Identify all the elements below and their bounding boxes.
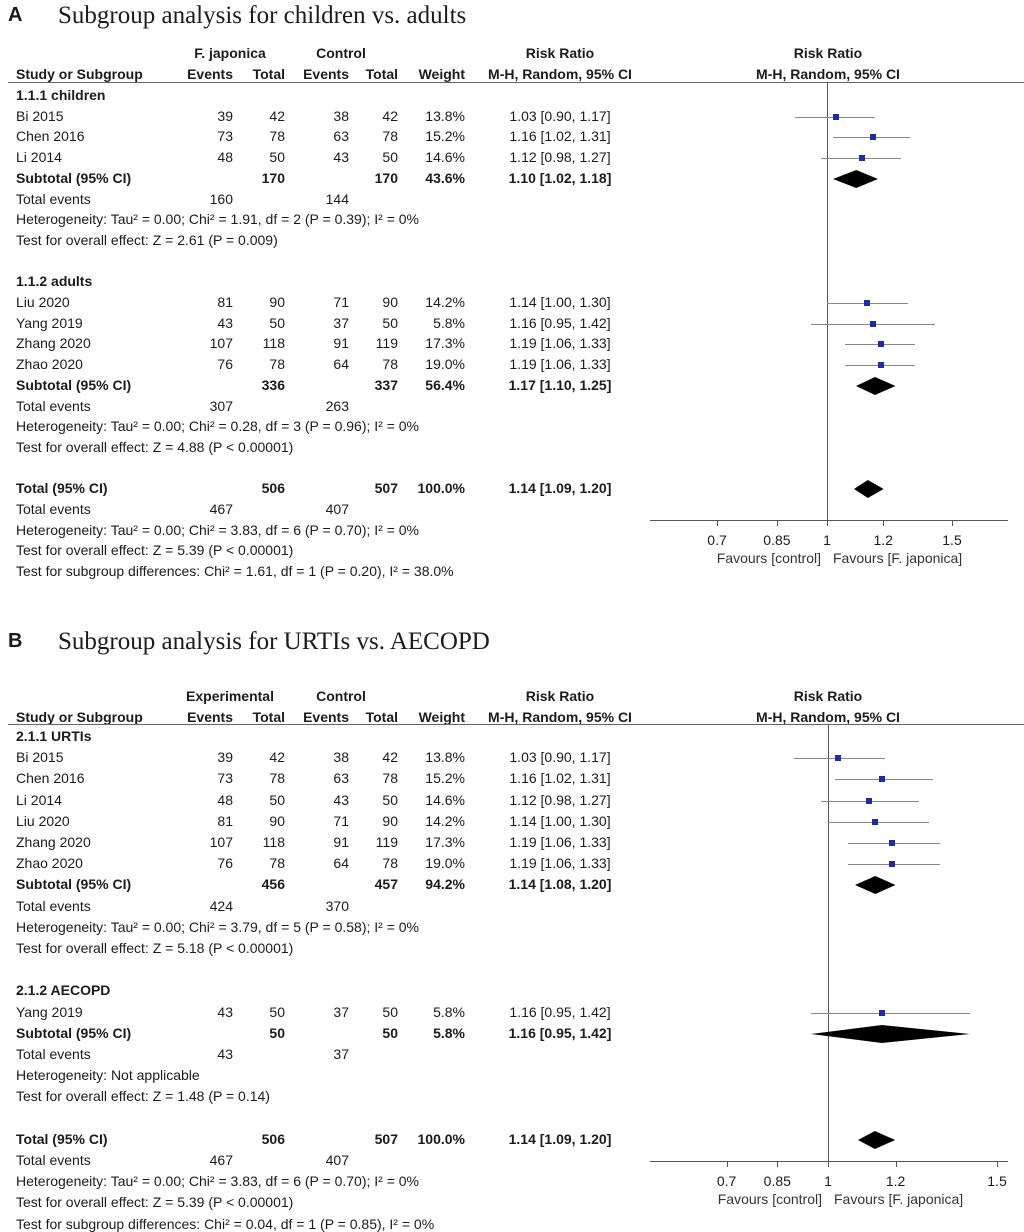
- panel-title: Subgroup analysis for URTIs vs. AECOPD: [58, 628, 490, 655]
- total-group2: 50: [382, 149, 398, 166]
- total-group2: 78: [382, 770, 398, 787]
- diamond-shape: [856, 377, 895, 395]
- statistics-text: Heterogeneity: Tau² = 0.00; Chi² = 1.91, df = 2 (P = 0.39); I² = 0%: [16, 211, 419, 228]
- events-group1: 73: [217, 770, 233, 787]
- confidence-interval-line: [811, 1013, 970, 1014]
- total-group2: 90: [382, 812, 398, 829]
- x-tick-label: 1.5: [942, 532, 962, 548]
- risk-ratio-value: 1.16 [1.02, 1.31]: [509, 770, 611, 787]
- group1-header: F. japonica: [194, 45, 266, 61]
- subgroup-heading: 2.1.1 URTIs: [16, 728, 92, 744]
- study-name: Liu 2020: [16, 294, 70, 310]
- total-group1: 506: [261, 480, 285, 497]
- point-estimate-marker: [889, 840, 895, 846]
- total-group1: 50: [269, 1024, 285, 1041]
- point-estimate-marker: [878, 362, 884, 368]
- events-group2: 43: [333, 791, 349, 808]
- total-group1: 78: [269, 770, 285, 787]
- weight-value: 14.2%: [425, 294, 465, 310]
- x-tick: [828, 1161, 829, 1167]
- total-events-label: Total events: [16, 501, 91, 517]
- total-events-group1: 424: [209, 897, 233, 914]
- statistics-text: Heterogeneity: Tau² = 0.00; Chi² = 0.28, df = 3 (P = 0.96); I² = 0%: [16, 418, 419, 435]
- risk-ratio-value: 1.16 [0.95, 1.42]: [509, 1003, 611, 1020]
- statistics-text: Test for subgroup differences: Chi² = 1.61, df = 1 (P = 0.20), I² = 38.0%: [16, 563, 454, 580]
- total-events-group2: 407: [325, 1152, 349, 1168]
- total-group1: 506: [261, 1130, 285, 1147]
- risk-ratio-header: Risk Ratio: [525, 688, 595, 704]
- x-tick: [777, 1161, 778, 1167]
- statistics-text: Test for overall effect: Z = 5.39 (P < 0.00001): [16, 542, 294, 559]
- events-group2: 63: [333, 128, 349, 145]
- statistics-text: Test for overall effect: Z = 4.88 (P < 0.00001): [16, 438, 294, 455]
- risk-ratio-value: 1.17 [1.10, 1.25]: [508, 376, 612, 393]
- diamond-shape: [854, 480, 884, 498]
- events-group2: 63: [333, 770, 349, 787]
- total-group2: 337: [374, 376, 398, 393]
- total-events-label: Total events: [16, 1046, 91, 1062]
- total-group2: 50: [382, 1024, 398, 1041]
- weight-value: 13.8%: [425, 107, 465, 124]
- pooled-estimate-diamond: [854, 480, 884, 498]
- risk-ratio-value: 1.14 [1.08, 1.20]: [508, 876, 612, 893]
- pooled-estimate-diamond: [858, 1131, 895, 1149]
- risk-ratio-value: 1.12 [0.98, 1.27]: [509, 149, 611, 166]
- total-group1: 170: [261, 169, 285, 186]
- total-header-1: Total: [252, 709, 285, 725]
- subtotal-label: Total (95% CI): [16, 1130, 108, 1147]
- weight-value: 19.0%: [425, 855, 465, 872]
- x-tick: [777, 520, 778, 526]
- forest-plot-panel-b: [0, 620, 1024, 1232]
- weight-value: 15.2%: [425, 770, 465, 787]
- total-events-label: Total events: [16, 397, 91, 414]
- total-group2: 457: [374, 876, 398, 893]
- events-group2: 43: [333, 149, 349, 166]
- diamond-shape: [811, 1025, 970, 1043]
- total-group1: 50: [269, 1003, 285, 1020]
- risk-ratio-value: 1.16 [1.02, 1.31]: [509, 128, 611, 145]
- total-events-group2: 37: [333, 1046, 349, 1062]
- study-name: Li 2014: [16, 149, 62, 166]
- study-name: Li 2014: [16, 791, 62, 808]
- x-tick-label: 0.85: [763, 1173, 791, 1189]
- x-tick-label: 0.7: [716, 1173, 737, 1189]
- events-group1: 76: [217, 855, 233, 872]
- total-events-group1: 467: [209, 501, 233, 517]
- subtotal-label: Subtotal (95% CI): [16, 169, 132, 186]
- x-tick: [952, 520, 953, 526]
- events-group2: 91: [333, 335, 349, 352]
- risk-ratio-value: 1.12 [0.98, 1.27]: [509, 791, 611, 808]
- events-group2: 91: [333, 834, 349, 850]
- total-events-group2: 407: [325, 501, 349, 517]
- events-group1: 39: [217, 107, 233, 124]
- total-group1: 336: [261, 376, 285, 393]
- events-group2: 71: [333, 812, 349, 829]
- total-group2: 78: [382, 855, 398, 872]
- x-tick-label: 1: [823, 532, 831, 548]
- subgroup-heading: 1.1.2 adults: [16, 273, 93, 290]
- point-estimate-marker: [870, 134, 876, 140]
- statistics-text: Heterogeneity: Tau² = 0.00; Chi² = 3.83, df = 6 (P = 0.70); I² = 0%: [16, 521, 419, 538]
- group1-header: Experimental: [186, 688, 274, 704]
- events-header-1: Events: [187, 709, 233, 725]
- total-events-group2: 144: [325, 190, 349, 207]
- weight-value: 5.8%: [433, 1003, 465, 1020]
- events-group1: 48: [217, 791, 233, 808]
- subtotal-label: Subtotal (95% CI): [16, 1024, 132, 1041]
- pooled-estimate-diamond: [811, 1025, 970, 1043]
- study-name: Bi 2015: [16, 107, 64, 124]
- subgroup-heading: 1.1.1 children: [16, 87, 106, 103]
- x-tick: [727, 1161, 728, 1167]
- risk-ratio-method-header: M-H, Random, 95% CI: [488, 709, 632, 725]
- total-events-group1: 160: [209, 190, 233, 207]
- weight-value: 100.0%: [417, 480, 465, 497]
- confidence-interval-line: [828, 822, 929, 823]
- diamond-shape: [858, 1131, 895, 1149]
- risk-ratio-value: 1.16 [0.95, 1.42]: [508, 1024, 612, 1041]
- events-group1: 81: [217, 812, 233, 829]
- study-name: Bi 2015: [16, 749, 64, 766]
- reference-line: [827, 82, 828, 520]
- weight-value: 17.3%: [425, 834, 465, 850]
- weight-value: 5.8%: [433, 1024, 465, 1041]
- study-name: Chen 2016: [16, 128, 85, 145]
- study-name: Zhang 2020: [16, 335, 91, 352]
- point-estimate-marker: [866, 798, 872, 804]
- total-events-group1: 307: [209, 397, 233, 414]
- study-name: Yang 2019: [16, 314, 83, 331]
- total-group2: 507: [374, 480, 398, 497]
- events-group1: 73: [217, 128, 233, 145]
- favours-treatment-label: Favours [F. japonica]: [833, 550, 963, 566]
- risk-ratio-value: 1.14 [1.00, 1.30]: [509, 294, 611, 310]
- total-group2: 42: [382, 749, 398, 766]
- weight-value: 19.0%: [425, 356, 465, 373]
- events-group2: 38: [333, 107, 349, 124]
- weight-value: 100.0%: [417, 1130, 465, 1147]
- total-group1: 78: [269, 128, 285, 145]
- statistics-text: Test for overall effect: Z = 5.18 (P < 0.00001): [16, 940, 294, 956]
- total-header-2: Total: [365, 709, 398, 725]
- events-group2: 64: [333, 855, 349, 872]
- subgroup-heading: 2.1.2 AECOPD: [16, 982, 111, 999]
- total-group1: 42: [269, 749, 285, 766]
- events-group1: 48: [217, 149, 233, 166]
- total-group2: 50: [382, 314, 398, 331]
- x-tick: [896, 1161, 897, 1167]
- pooled-estimate-diamond: [833, 170, 878, 188]
- study-name: Yang 2019: [16, 1003, 83, 1020]
- weight-value: 94.2%: [425, 876, 465, 893]
- total-group2: 78: [382, 128, 398, 145]
- weight-value: 17.3%: [425, 335, 465, 352]
- point-estimate-marker: [878, 341, 884, 347]
- x-tick: [883, 520, 884, 526]
- favours-control-label: Favours [control]: [716, 550, 821, 566]
- statistics-text: Heterogeneity: Tau² = 0.00; Chi² = 3.83, df = 6 (P = 0.70); I² = 0%: [16, 1173, 419, 1190]
- total-events-group2: 370: [325, 897, 349, 914]
- point-estimate-marker: [889, 861, 895, 867]
- events-group2: 64: [333, 356, 349, 373]
- weight-value: 14.6%: [425, 149, 465, 166]
- point-estimate-marker: [833, 114, 839, 120]
- total-events-label: Total events: [16, 1152, 91, 1168]
- events-group2: 71: [333, 294, 349, 310]
- events-group1: 107: [209, 834, 233, 850]
- risk-ratio-value: 1.14 [1.00, 1.30]: [509, 812, 611, 829]
- risk-ratio-value: 1.14 [1.09, 1.20]: [508, 480, 612, 497]
- x-tick-label: 1.2: [885, 1173, 906, 1189]
- total-group1: 90: [269, 294, 285, 310]
- header-rule: [8, 724, 1024, 725]
- diamond-shape: [855, 876, 896, 894]
- statistics-text: Test for overall effect: Z = 2.61 (P = 0.009): [16, 231, 278, 248]
- point-estimate-marker: [864, 300, 870, 306]
- panel-title: Subgroup analysis for children vs. adults: [58, 2, 467, 29]
- total-group2: 119: [375, 834, 398, 850]
- total-group2: 170: [374, 169, 398, 186]
- x-tick-label: 1: [824, 1173, 832, 1189]
- x-tick: [827, 520, 828, 526]
- point-estimate-marker: [872, 819, 878, 825]
- study-name: Zhao 2020: [16, 356, 83, 373]
- statistics-text: Heterogeneity: Tau² = 0.00; Chi² = 3.79, df = 5 (P = 0.58); I² = 0%: [16, 918, 419, 935]
- group2-header: Control: [316, 688, 366, 704]
- total-group2: 42: [382, 107, 398, 124]
- total-group2: 90: [382, 294, 398, 310]
- risk-ratio-value: 1.14 [1.09, 1.20]: [508, 1130, 612, 1147]
- total-group1: 118: [262, 335, 285, 352]
- pooled-estimate-diamond: [856, 377, 895, 395]
- risk-ratio-value: 1.19 [1.06, 1.33]: [509, 356, 611, 373]
- events-group1: 81: [217, 294, 233, 310]
- x-tick-label: 1.5: [987, 1173, 1007, 1189]
- total-group1: 90: [269, 812, 285, 829]
- total-group1: 50: [269, 314, 285, 331]
- total-events-label: Total events: [16, 897, 91, 914]
- weight-value: 56.4%: [425, 376, 465, 393]
- risk-ratio-value: 1.19 [1.06, 1.33]: [509, 855, 611, 872]
- panel-letter: B: [8, 630, 23, 652]
- study-column-header: Study or Subgroup: [16, 66, 143, 82]
- statistics-text: Heterogeneity: Not applicable: [16, 1067, 200, 1084]
- statistics-text: Test for overall effect: Z = 5.39 (P < 0.00001): [16, 1194, 294, 1211]
- total-events-group1: 467: [209, 1152, 233, 1168]
- plot-method-header: M-H, Random, 95% CI: [756, 709, 900, 725]
- x-axis: [650, 520, 1008, 521]
- plot-method-header: M-H, Random, 95% CI: [756, 66, 900, 82]
- subtotal-label: Subtotal (95% CI): [16, 876, 132, 893]
- total-group1: 42: [269, 107, 285, 124]
- x-tick-label: 1.2: [873, 532, 893, 548]
- weight-value: 43.6%: [425, 169, 465, 186]
- total-events-label: Total events: [16, 190, 91, 207]
- weight-header: Weight: [418, 66, 465, 82]
- study-name: Zhang 2020: [16, 834, 91, 850]
- total-group1: 456: [261, 876, 285, 893]
- point-estimate-marker: [879, 776, 885, 782]
- point-estimate-marker: [859, 155, 865, 161]
- study-name: Liu 2020: [16, 812, 70, 829]
- header-rule: [8, 82, 1024, 83]
- weight-value: 15.2%: [425, 128, 465, 145]
- x-tick-label: 0.7: [707, 532, 727, 548]
- total-group1: 50: [269, 149, 285, 166]
- total-group2: 50: [382, 1003, 398, 1020]
- events-header-2: Events: [303, 66, 349, 82]
- events-group2: 37: [333, 1003, 349, 1020]
- events-header-2: Events: [303, 709, 349, 725]
- point-estimate-marker: [870, 321, 876, 327]
- events-group1: 107: [209, 335, 233, 352]
- events-group1: 39: [217, 749, 233, 766]
- statistics-text: Test for overall effect: Z = 1.48 (P = 0.14): [16, 1088, 270, 1105]
- total-events-group1: 43: [217, 1046, 233, 1062]
- risk-ratio-value: 1.10 [1.02, 1.18]: [508, 169, 612, 186]
- study-column-header: Study or Subgroup: [16, 709, 143, 725]
- study-name: Zhao 2020: [16, 855, 83, 872]
- statistics-text: Test for subgroup differences: Chi² = 0.04, df = 1 (P = 0.85), I² = 0%: [16, 1215, 435, 1232]
- subtotal-label: Subtotal (95% CI): [16, 376, 132, 393]
- total-events-group2: 263: [325, 397, 349, 414]
- total-header-1: Total: [252, 66, 285, 82]
- risk-ratio-header: Risk Ratio: [525, 45, 595, 61]
- study-name: Chen 2016: [16, 770, 85, 787]
- total-group2: 119: [375, 335, 398, 352]
- risk-ratio-value: 1.19 [1.06, 1.33]: [509, 335, 611, 352]
- total-group2: 50: [382, 791, 398, 808]
- x-tick: [997, 1161, 998, 1167]
- forest-plot-panel-a: [0, 0, 1024, 590]
- weight-header: Weight: [418, 709, 465, 725]
- risk-ratio-value: 1.16 [0.95, 1.42]: [509, 314, 611, 331]
- subtotal-label: Total (95% CI): [16, 480, 108, 497]
- total-group2: 78: [382, 356, 398, 373]
- total-group1: 78: [269, 356, 285, 373]
- events-group1: 43: [217, 314, 233, 331]
- risk-ratio-value: 1.03 [0.90, 1.17]: [509, 107, 611, 124]
- total-group1: 118: [262, 834, 285, 850]
- risk-ratio-method-header: M-H, Random, 95% CI: [488, 66, 632, 82]
- diamond-shape: [833, 170, 878, 188]
- plot-title: Risk Ratio: [793, 45, 863, 61]
- panel-letter: A: [8, 4, 23, 26]
- point-estimate-marker: [879, 1010, 885, 1016]
- plot-title: Risk Ratio: [793, 688, 863, 704]
- x-tick: [717, 520, 718, 526]
- group2-header: Control: [316, 45, 366, 61]
- weight-value: 13.8%: [425, 749, 465, 766]
- weight-value: 14.6%: [425, 791, 465, 808]
- total-group1: 50: [269, 791, 285, 808]
- risk-ratio-value: 1.19 [1.06, 1.33]: [509, 834, 611, 850]
- x-tick-label: 0.85: [763, 532, 791, 548]
- events-group2: 37: [333, 314, 349, 331]
- reference-line: [828, 724, 829, 1161]
- point-estimate-marker: [835, 755, 841, 761]
- favours-treatment-label: Favours [F. japonica]: [834, 1191, 964, 1207]
- events-header-1: Events: [187, 66, 233, 82]
- pooled-estimate-diamond: [855, 876, 896, 894]
- events-group1: 76: [217, 356, 233, 373]
- weight-value: 14.2%: [425, 812, 465, 829]
- favours-control-label: Favours [control]: [717, 1191, 822, 1207]
- events-group2: 38: [333, 749, 349, 766]
- total-group1: 78: [269, 855, 285, 872]
- weight-value: 5.8%: [433, 314, 465, 331]
- total-header-2: Total: [365, 66, 398, 82]
- total-group2: 507: [374, 1130, 398, 1147]
- risk-ratio-value: 1.03 [0.90, 1.17]: [509, 749, 611, 766]
- x-axis: [650, 1161, 1008, 1162]
- events-group1: 43: [217, 1003, 233, 1020]
